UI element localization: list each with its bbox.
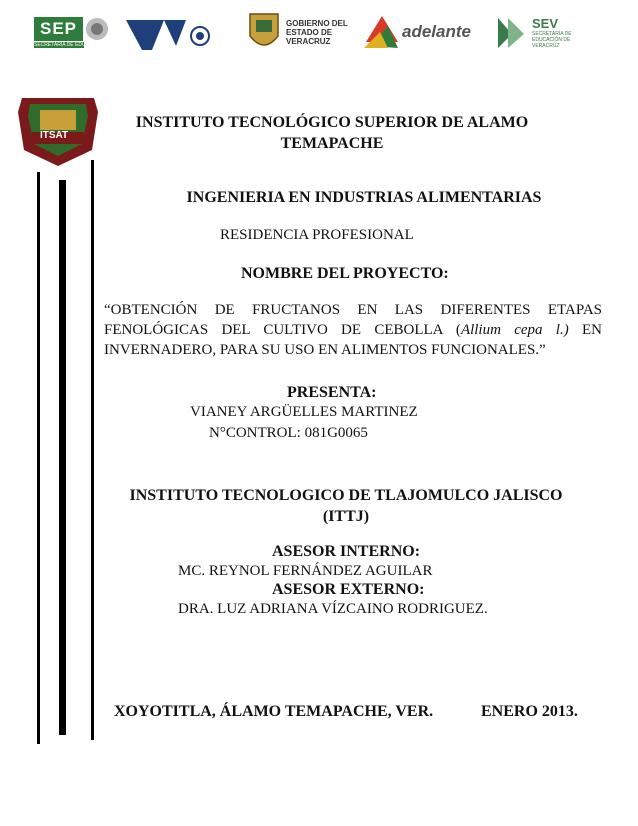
external-advisor-name: DRA. LUZ ADRIANA VÍZCAINO RODRIGUEZ. (178, 601, 488, 617)
host-institute-line-1: INSTITUTO TECNOLOGICO DE TLAJOMULCO JALISCO (129, 487, 563, 504)
gobierno-label: GOBIERNO DEL ESTADO DE VERACRUZ (286, 18, 348, 46)
gobierno-veracruz-logo (246, 10, 356, 54)
presenter-name: VIANEY ARGÜELLES MARTINEZ (190, 404, 418, 420)
institute-line-2: TEMAPACHE (280, 135, 384, 152)
sev-subtitle: SECRETARÍA DE EDUCACIÓN DE VERACRUZ (532, 30, 572, 49)
internal-advisor-name: MC. REYNOL FERNÁNDEZ AGUILAR (178, 563, 433, 579)
presenter-heading: PRESENTA: (287, 384, 377, 401)
dgest-logo (124, 10, 214, 54)
adelante-logo (362, 10, 471, 54)
itsat-seal (12, 92, 104, 168)
career-title: INGENIERIA EN INDUSTRIAS ALIMENTARIAS (186, 189, 542, 206)
sev-label: SEV (532, 15, 559, 31)
date: ENERO 2013. (481, 703, 578, 720)
control-number: N°CONTROL: 081G0065 (209, 425, 368, 441)
institute-title (110, 112, 554, 154)
sev-emblem-icon (494, 12, 528, 52)
project-title (104, 300, 602, 360)
itsat-label: ITSAT (40, 130, 69, 141)
sev-logo (494, 10, 596, 54)
logo-bar (0, 10, 638, 60)
residency-label: RESIDENCIA PROFESIONAL (220, 227, 414, 243)
vertical-bar-2 (59, 180, 66, 735)
project-title-part-2: EN INVERNADERO, PARA SU USO EN ALIMENTOS FUNCIONALES.” (104, 322, 602, 358)
adelante-label: adelante (402, 22, 471, 41)
vertical-bar-1 (37, 172, 40, 744)
place: XOYOTITLA, ÁLAMO TEMAPACHE, VER. (114, 703, 434, 720)
project-species: Allium cepa l.) (460, 322, 569, 338)
sep-label: SEP (34, 17, 83, 41)
external-advisor-heading: ASESOR EXTERNO: (272, 581, 425, 598)
veracruz-shield-icon (246, 10, 282, 54)
project-heading: NOMBRE DEL PROYECTO: (241, 265, 449, 282)
host-institute-title (104, 485, 588, 527)
eagle-emblem-icon (83, 16, 111, 42)
project-title-part-1: “OBTENCIÓN DE FRUCTANOS EN LAS DIFERENTES ETAPAS FENOLÓGICAS DEL CULTIVO DE CEBOLLA ( (104, 302, 602, 338)
dgest-emblem-icon (124, 12, 214, 52)
vertical-bar-3 (91, 160, 94, 740)
sep-subtitle: SECRETARÍA DE EDUCACIÓN PÚBLICA (34, 42, 128, 48)
sep-logo (34, 10, 128, 54)
host-institute-line-2: (ITTJ) (322, 508, 370, 525)
internal-advisor-heading: ASESOR INTERNO: (272, 543, 421, 560)
institute-line-1: INSTITUTO TECNOLÓGICO SUPERIOR DE ALAMO (135, 114, 529, 131)
adelante-emblem-icon (362, 12, 402, 52)
